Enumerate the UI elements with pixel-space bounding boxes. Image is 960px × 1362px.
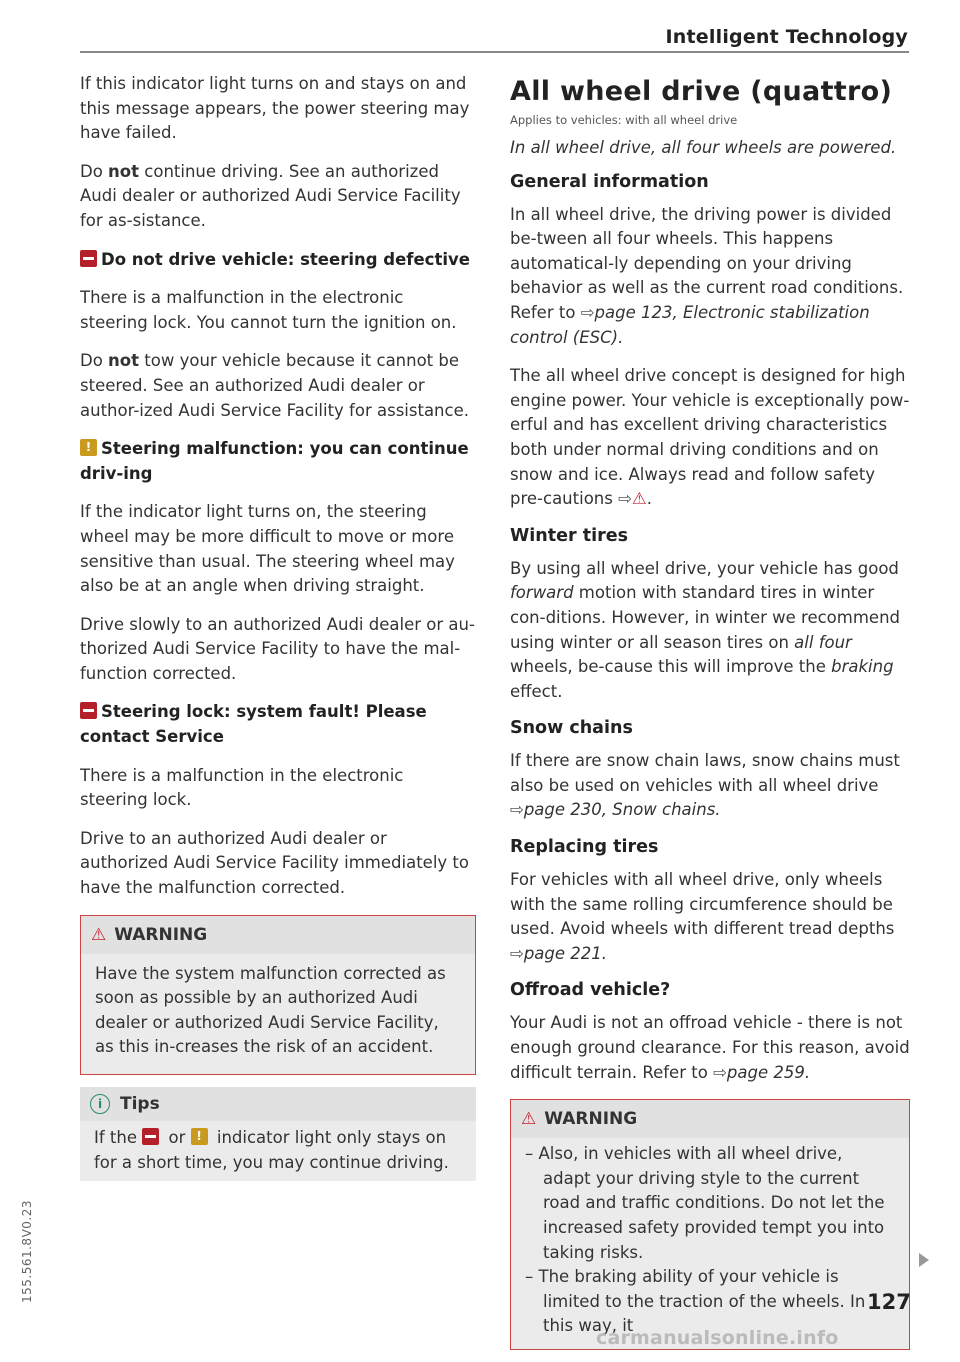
warning-header: ⚠ WARNING — [81, 916, 475, 954]
arrow-right-icon: ⇨ — [618, 489, 632, 509]
heading-replacing: Replacing tires — [510, 837, 659, 858]
document-code: 155.561.8V0.23 — [20, 1200, 34, 1303]
paragraph: Your Audi is not an offroad vehicle - there is not enough ground clearance. For this reason, avoid difficult terrain. Refer to ⇨page 259. — [510, 1013, 910, 1082]
section-title: All wheel drive (quattro) — [510, 76, 893, 107]
info-icon: i — [90, 1094, 110, 1114]
warning-body — [81, 954, 475, 1074]
paragraph: Drive to an authorized Audi dealer or authorized Audi Service Facility immediately to have the malfunction corrected. — [80, 828, 469, 898]
arrow-right-icon: ⇨ — [713, 1062, 727, 1082]
heading-general: General information — [510, 171, 709, 192]
watermark: carmanualsonline.info — [596, 1327, 839, 1349]
page-reference-link[interactable]: page 230, Snow chains. — [523, 800, 721, 820]
list-item: – Also, in vehicles with all wheel drive, adapt your driving style to the current road and traffic conditions. Do not let the increased safety provided tempt you into taking risks. — [525, 1142, 895, 1265]
message-heading: Do not drive vehicle: steering defective — [80, 248, 476, 273]
tips-body — [80, 1121, 476, 1181]
heading-winter: Winter tires — [510, 525, 628, 546]
right-column — [510, 72, 910, 1362]
tips-box — [80, 1087, 476, 1181]
warning-triangle-icon: ⚠ — [631, 489, 647, 509]
continue-arrow-icon — [919, 1253, 929, 1267]
intro: In all wheel drive, all four wheels are powered. — [510, 138, 897, 157]
paragraph: If this indicator light turns on and stays on and this message appears, the power steering may have failed. — [80, 74, 470, 143]
heading-snow: Snow chains — [510, 718, 633, 739]
warning-triangle-icon: ⚠ — [521, 1109, 537, 1130]
heading-offroad: Offroad vehicle? — [510, 980, 671, 1001]
arrow-right-icon: ⇨ — [580, 302, 595, 322]
steering-lock-icon — [80, 702, 97, 719]
left-column — [80, 72, 476, 1181]
paragraph: The all wheel drive concept is designed for high engine power. Your vehicle is exceptionally pow-erful and has excellent driving characteristics both under normal driving conditions and on snow and ice. Always read and follow safety pre-cautions ⇨⚠. — [510, 366, 910, 509]
page-reference-link[interactable]: page 123, Electronic stabilization control (ESC). — [510, 302, 870, 347]
steering-warning-icon — [80, 439, 97, 456]
paragraph: Do not tow your vehicle because it cannot be steered. See an authorized Audi dealer or author-ized Audi Service Facility for assistance. — [80, 351, 469, 420]
paragraph: In all wheel drive, the driving power is divided be-tween all four wheels. This happens automatical-ly depending on your driving behavior as well as the current road conditions. Refer to ⇨page 123, Electronic stabilization control (ESC). — [510, 204, 904, 347]
warning-body — [511, 1138, 909, 1349]
paragraph: By using all wheel drive, your vehicle has good forward motion with standard tires in winter con-ditions. However, in winter we recommend using winter or all season tires on all four wheels, be-cause this will improve the braking effect. — [510, 558, 900, 701]
paragraph: If there are snow chain laws, snow chains must also be used on vehicles with all wheel drive ⇨page 230, Snow chains. — [510, 751, 900, 820]
header-rule — [80, 51, 909, 53]
applies-to: Applies to vehicles: with all wheel drive — [510, 113, 738, 127]
page-number: 127 — [867, 1290, 911, 1314]
message-heading: !Steering malfunction: you can continue driv-ing — [80, 437, 476, 486]
running-head: Intelligent Technology — [665, 26, 908, 48]
warning-text: Have the system malfunction corrected as soon as possible by an authorized Audi dealer or authorized Audi Service Facility, as this in-creases the risk of an accident. — [95, 963, 446, 1057]
list-item: – The braking ability of your vehicle is limited to the traction of the wheels. In this way, it — [525, 1265, 895, 1339]
message-heading: Steering lock: system fault! Please contact Service — [80, 702, 427, 747]
warning-triangle-icon: ⚠ — [91, 924, 107, 945]
warning-box — [510, 1099, 910, 1350]
paragraph: Do not continue driving. See an authorized Audi dealer or authorized Audi Service Facility for as-sistance. — [80, 161, 461, 230]
arrow-right-icon: ⇨ — [510, 943, 524, 963]
arrow-right-icon: ⇨ — [510, 800, 524, 820]
paragraph: If the indicator light turns on, the steering wheel may be more difficult to move or more sensitive than usual. The steering wheel may also be at an angle when driving straight. — [80, 502, 455, 596]
paragraph: Drive slowly to an authorized Audi dealer or au-thorized Audi Service Facility to have the mal-function corrected. — [80, 614, 475, 683]
paragraph: There is a malfunction in the electronic steering lock. — [80, 765, 404, 810]
page-reference-link[interactable]: page 221. — [523, 943, 608, 963]
steering-red-icon — [142, 1128, 159, 1145]
steering-lock-icon — [80, 250, 97, 267]
paragraph: There is a malfunction in the electronic steering lock. You cannot turn the ignition on. — [80, 288, 457, 332]
steering-warning-icon — [191, 1128, 208, 1145]
paragraph: For vehicles with all wheel drive, only wheels with the same rolling circumference should be used. Avoid wheels with different tread depths ⇨page 221. — [510, 870, 895, 963]
tips-text: If the or ! indicator light only stays on for a short time, you may continue driving. — [94, 1126, 462, 1175]
warning-list — [525, 1138, 895, 1343]
tips-header: i Tips — [80, 1087, 476, 1121]
page-reference-link[interactable]: page 259. — [726, 1062, 811, 1082]
warning-box — [80, 915, 476, 1075]
warning-header: ⚠ WARNING — [511, 1100, 909, 1138]
